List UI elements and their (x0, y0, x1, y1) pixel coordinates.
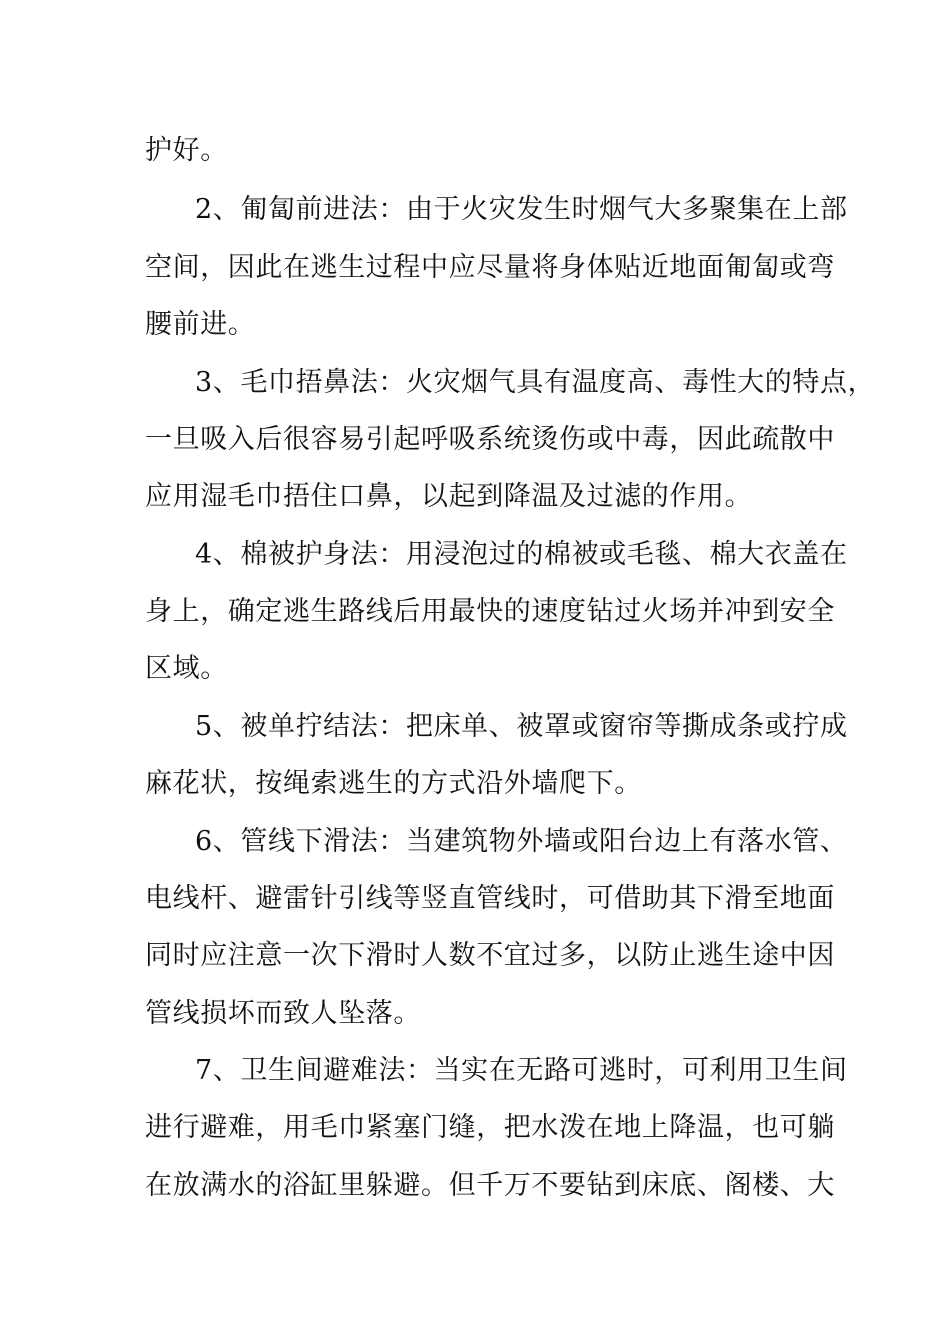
paragraph-6-line: 6、管线下滑法：当建筑物外墙或阳台边上有落水管、 (195, 826, 848, 857)
paragraph-3-line: 3、毛巾捂鼻法：火灾烟气具有温度高、毒性大的特点， (195, 367, 876, 398)
text-line: 麻花状，按绳索逃生的方式沿外墙爬下。 (145, 768, 642, 799)
text-line: 同时应注意一次下滑时人数不宜过多，以防止逃生途中因 (145, 940, 835, 971)
text-line: 应用湿毛巾捂住口鼻，以起到降温及过滤的作用。 (145, 481, 753, 512)
text-line: 区域。 (145, 653, 228, 684)
text-line: 在放满水的浴缸里躲避。但千万不要钻到床底、阁楼、大 (145, 1170, 835, 1201)
text-line: 腰前进。 (145, 309, 256, 340)
paragraph-7-line: 7、卫生间避难法：当实在无路可逃时，可利用卫生间 (195, 1055, 848, 1086)
text-line: 身上，确定逃生路线后用最快的速度钻过火场并冲到安全 (145, 596, 835, 627)
text-line: 一旦吸入后很容易引起呼吸系统烫伤或中毒，因此疏散中 (145, 424, 835, 455)
text-line: 电线杆、避雷针引线等竖直管线时，可借助其下滑至地面 (145, 883, 835, 914)
text-line: 管线损坏而致人坠落。 (145, 998, 421, 1029)
paragraph-5-line: 5、被单拧结法：把床单、被罩或窗帘等撕成条或拧成 (195, 711, 848, 742)
paragraph-2-line: 2、匍匐前进法：由于火灾发生时烟气大多聚集在上部 (195, 194, 848, 225)
text-line: 护好。 (145, 135, 228, 166)
paragraph-4-line: 4、棉被护身法：用浸泡过的棉被或毛毯、棉大衣盖在 (195, 539, 848, 570)
text-line: 进行避难，用毛巾紧塞门缝，把水泼在地上降温，也可躺 (145, 1112, 835, 1143)
text-line: 空间，因此在逃生过程中应尽量将身体贴近地面匍匐或弯 (145, 252, 835, 283)
